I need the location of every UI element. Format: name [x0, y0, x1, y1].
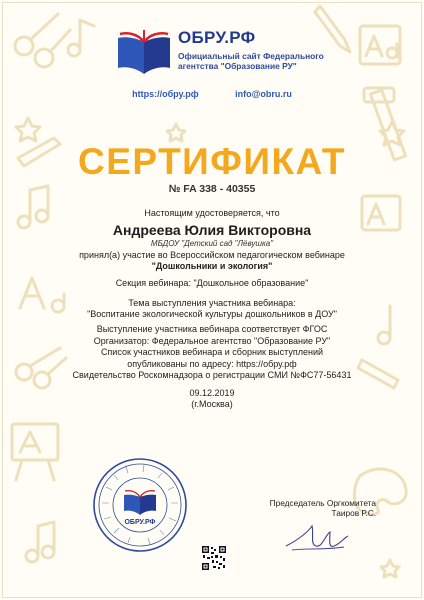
signature-block — [246, 498, 376, 518]
brand-name: ОБРУ.РФ — [178, 28, 256, 47]
qr-code — [201, 545, 227, 571]
intro-text: Настоящим удостоверяется, что — [144, 208, 280, 218]
email-link[interactable]: info@obru.ru — [235, 89, 292, 99]
brand-logo-block — [114, 20, 334, 84]
date-text: 09.12.2019 — [189, 388, 235, 398]
easel-icon — [12, 424, 58, 480]
official-seal — [92, 457, 188, 553]
star-icon — [16, 118, 40, 141]
detail-line: Выступление участника вебинара соответствует ФГОС — [96, 324, 328, 334]
participation-text: принял(а) участие во Всероссийском педагогическом вебинаре — [79, 250, 345, 260]
letters-card-icon — [360, 26, 400, 64]
detail-line: опубликованы по адресу: https://обру.рф — [127, 358, 297, 369]
contact-links — [0, 89, 424, 99]
details-block — [0, 324, 424, 382]
certificate-number: № FA 338 - 40355 — [168, 183, 256, 195]
music-note-icon — [26, 522, 54, 562]
brand-description: Официальный сайт Федерального агентства "Образование РУ" — [178, 51, 324, 71]
seal-logo-text: ОБРУ.РФ — [124, 519, 156, 526]
music-note-icon — [68, 20, 94, 56]
signer-role: Председатель Оргкомитета — [269, 498, 376, 508]
star-icon — [167, 124, 185, 141]
webinar-name: "Дошкольники и экология" — [151, 261, 273, 271]
handwritten-signature — [282, 520, 352, 554]
site-link[interactable]: https://обру.рф — [132, 89, 199, 99]
detail-line: Организатор: Федеральное агентство "Образование РУ" — [93, 335, 331, 346]
book-logo-icon — [114, 24, 174, 80]
topic-text: "Воспитание экологической культуры дошкольников в ДОУ" — [87, 309, 337, 319]
scissors-icon — [15, 14, 70, 67]
topic-label: Тема выступления участника вебинара: — [128, 298, 296, 308]
city-text: (г.Москва) — [191, 399, 233, 409]
star-icon — [381, 560, 399, 577]
organization-name: МБДОУ "Детский сад "Лёвушка" — [150, 239, 274, 248]
recipient-name: Андреева Юлия Викторовна — [112, 222, 312, 238]
detail-line: Список участников вебинара и сборник выступлений — [100, 347, 324, 357]
certificate-title: СЕРТИФИКАТ — [77, 141, 347, 182]
detail-line: Свидетельство Роскомнадзора о регистрации СМИ №ФС77-56431 — [72, 370, 352, 380]
section-text: Секция вебинара: "Дошкольное образование" — [115, 278, 309, 288]
signer-name: Таиров Р.С. — [331, 508, 376, 518]
